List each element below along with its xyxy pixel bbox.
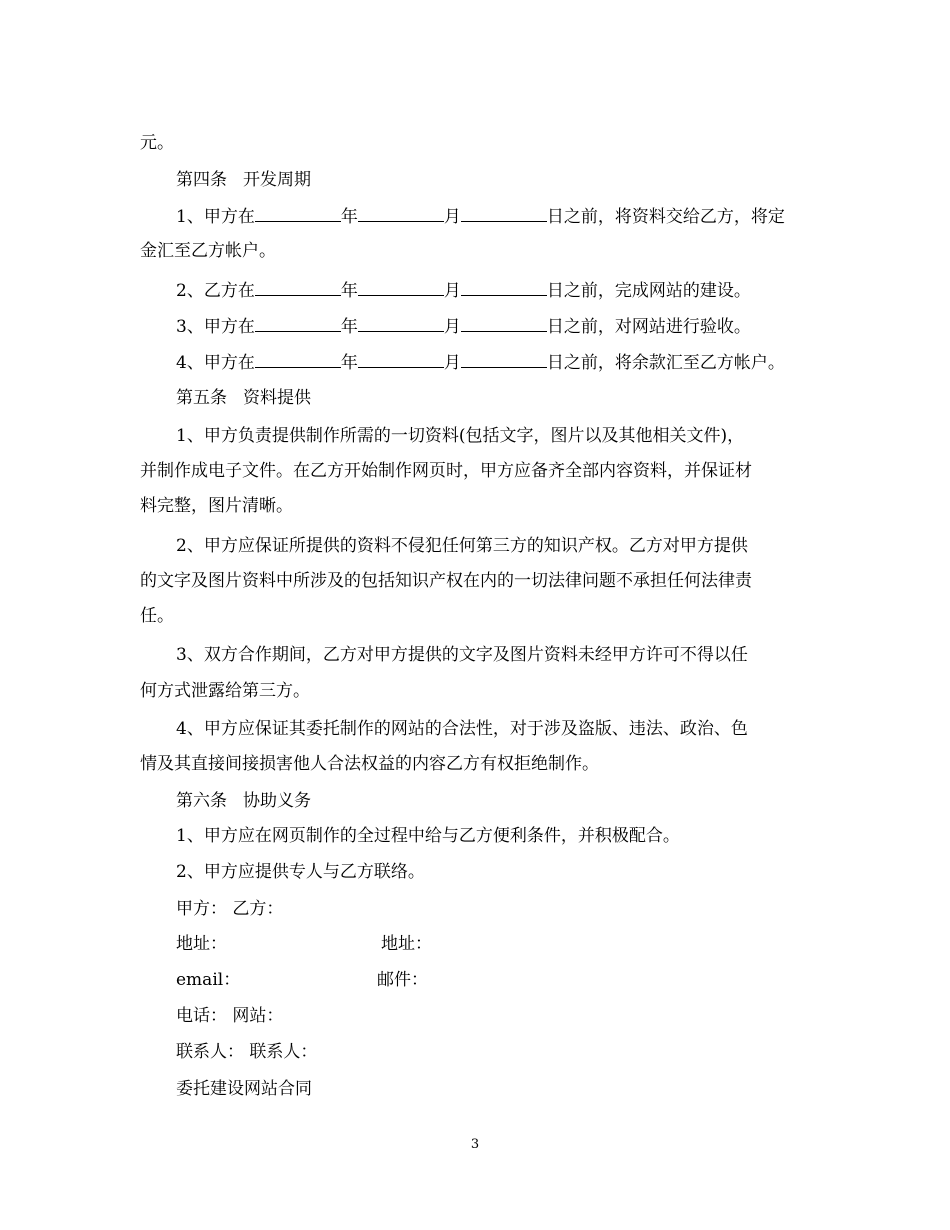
paragraph-line: 任。 xyxy=(140,606,174,626)
month-label: 月 xyxy=(443,207,461,227)
paragraph-line: 情及其直接间接损害他人合法权益的内容乙方有权拒绝制作。 xyxy=(140,754,599,774)
clause-4-2 xyxy=(176,278,751,303)
clause-4-3 xyxy=(176,314,751,339)
article-number: 第五条 xyxy=(176,388,227,408)
article-title: 资料提供 xyxy=(243,388,311,408)
paragraph-line: 料完整，图片清晰。 xyxy=(140,496,293,516)
address-label-b: 地址： xyxy=(381,934,432,954)
blank-year xyxy=(255,314,341,332)
paragraph-line: 4、甲方应保证其委托制作的网站的合法性，对于涉及盗版、违法、政治、色 xyxy=(176,719,748,739)
address-row xyxy=(176,932,227,956)
year-label: 年 xyxy=(340,207,358,227)
clause-text: 日之前，将资料交给乙方，将定 xyxy=(546,207,785,227)
clause-text: 1、甲方在 xyxy=(176,207,255,227)
clause-4-4 xyxy=(176,350,785,375)
paragraph-line: 元。 xyxy=(140,133,174,153)
paragraph-line: 2、甲方应提供专人与乙方联络。 xyxy=(176,862,425,882)
year-label: 年 xyxy=(340,317,358,337)
blank-day xyxy=(461,204,547,222)
blank-month xyxy=(358,314,444,332)
blank-month xyxy=(358,204,444,222)
address-label-a: 地址： xyxy=(176,934,227,954)
paragraph-line: 并制作成电子文件。在乙方开始制作网页时，甲方应备齐全部内容资料，并保证材 xyxy=(140,461,752,481)
party-line: 甲方： 乙方： xyxy=(176,899,284,919)
closing-title: 委托建设网站合同 xyxy=(176,1079,312,1099)
year-label: 年 xyxy=(340,353,358,373)
clause-text: 4、甲方在 xyxy=(176,353,255,373)
clause-text: 3、甲方在 xyxy=(176,317,255,337)
article-number: 第六条 xyxy=(176,791,227,811)
page-number: 3 xyxy=(470,1137,480,1152)
clause-text: 日之前，完成网站的建设。 xyxy=(546,281,751,301)
email-label-b: 邮件： xyxy=(377,970,428,990)
clause-text: 日之前，将余款汇至乙方帐户。 xyxy=(546,353,785,373)
paragraph-line: 2、甲方应保证所提供的资料不侵犯任何第三方的知识产权。乙方对甲方提供 xyxy=(176,536,748,556)
clause-4-1-cont: 金汇至乙方帐户。 xyxy=(140,241,276,261)
phone-line: 电话： 网站： xyxy=(176,1006,284,1026)
year-label: 年 xyxy=(340,281,358,301)
blank-day xyxy=(461,314,547,332)
blank-year xyxy=(255,278,341,296)
blank-day xyxy=(461,278,547,296)
article-4-heading xyxy=(176,168,311,192)
clause-text: 2、乙方在 xyxy=(176,281,255,301)
article-title: 协助义务 xyxy=(243,791,311,811)
article-6-heading xyxy=(176,789,311,813)
article-number: 第四条 xyxy=(176,170,227,190)
paragraph-line: 何方式泄露给第三方。 xyxy=(140,681,310,701)
blank-year xyxy=(255,350,341,368)
clause-text: 日之前，对网站进行验收。 xyxy=(546,317,751,337)
contact-line: 联系人： 联系人： xyxy=(176,1042,318,1062)
blank-day xyxy=(461,350,547,368)
month-label: 月 xyxy=(443,281,461,301)
blank-month xyxy=(358,350,444,368)
month-label: 月 xyxy=(443,317,461,337)
blank-month xyxy=(358,278,444,296)
blank-year xyxy=(255,204,341,222)
paragraph-line: 的文字及图片资料中所涉及的包括知识产权在内的一切法律问题不承担任何法律责 xyxy=(140,571,752,591)
month-label: 月 xyxy=(443,353,461,373)
article-title: 开发周期 xyxy=(243,170,311,190)
paragraph-line: 3、双方合作期间，乙方对甲方提供的文字及图片资料未经甲方许可不得以任 xyxy=(176,645,748,665)
paragraph-line: 1、甲方负责提供制作所需的一切资料(包括文字，图片以及其他相关文件)， xyxy=(176,426,745,446)
article-5-heading xyxy=(176,386,311,410)
clause-4-1 xyxy=(176,204,785,229)
email-label-a: email： xyxy=(176,970,241,990)
paragraph-line: 1、甲方应在网页制作的全过程中给与乙方便利条件，并积极配合。 xyxy=(176,826,680,846)
